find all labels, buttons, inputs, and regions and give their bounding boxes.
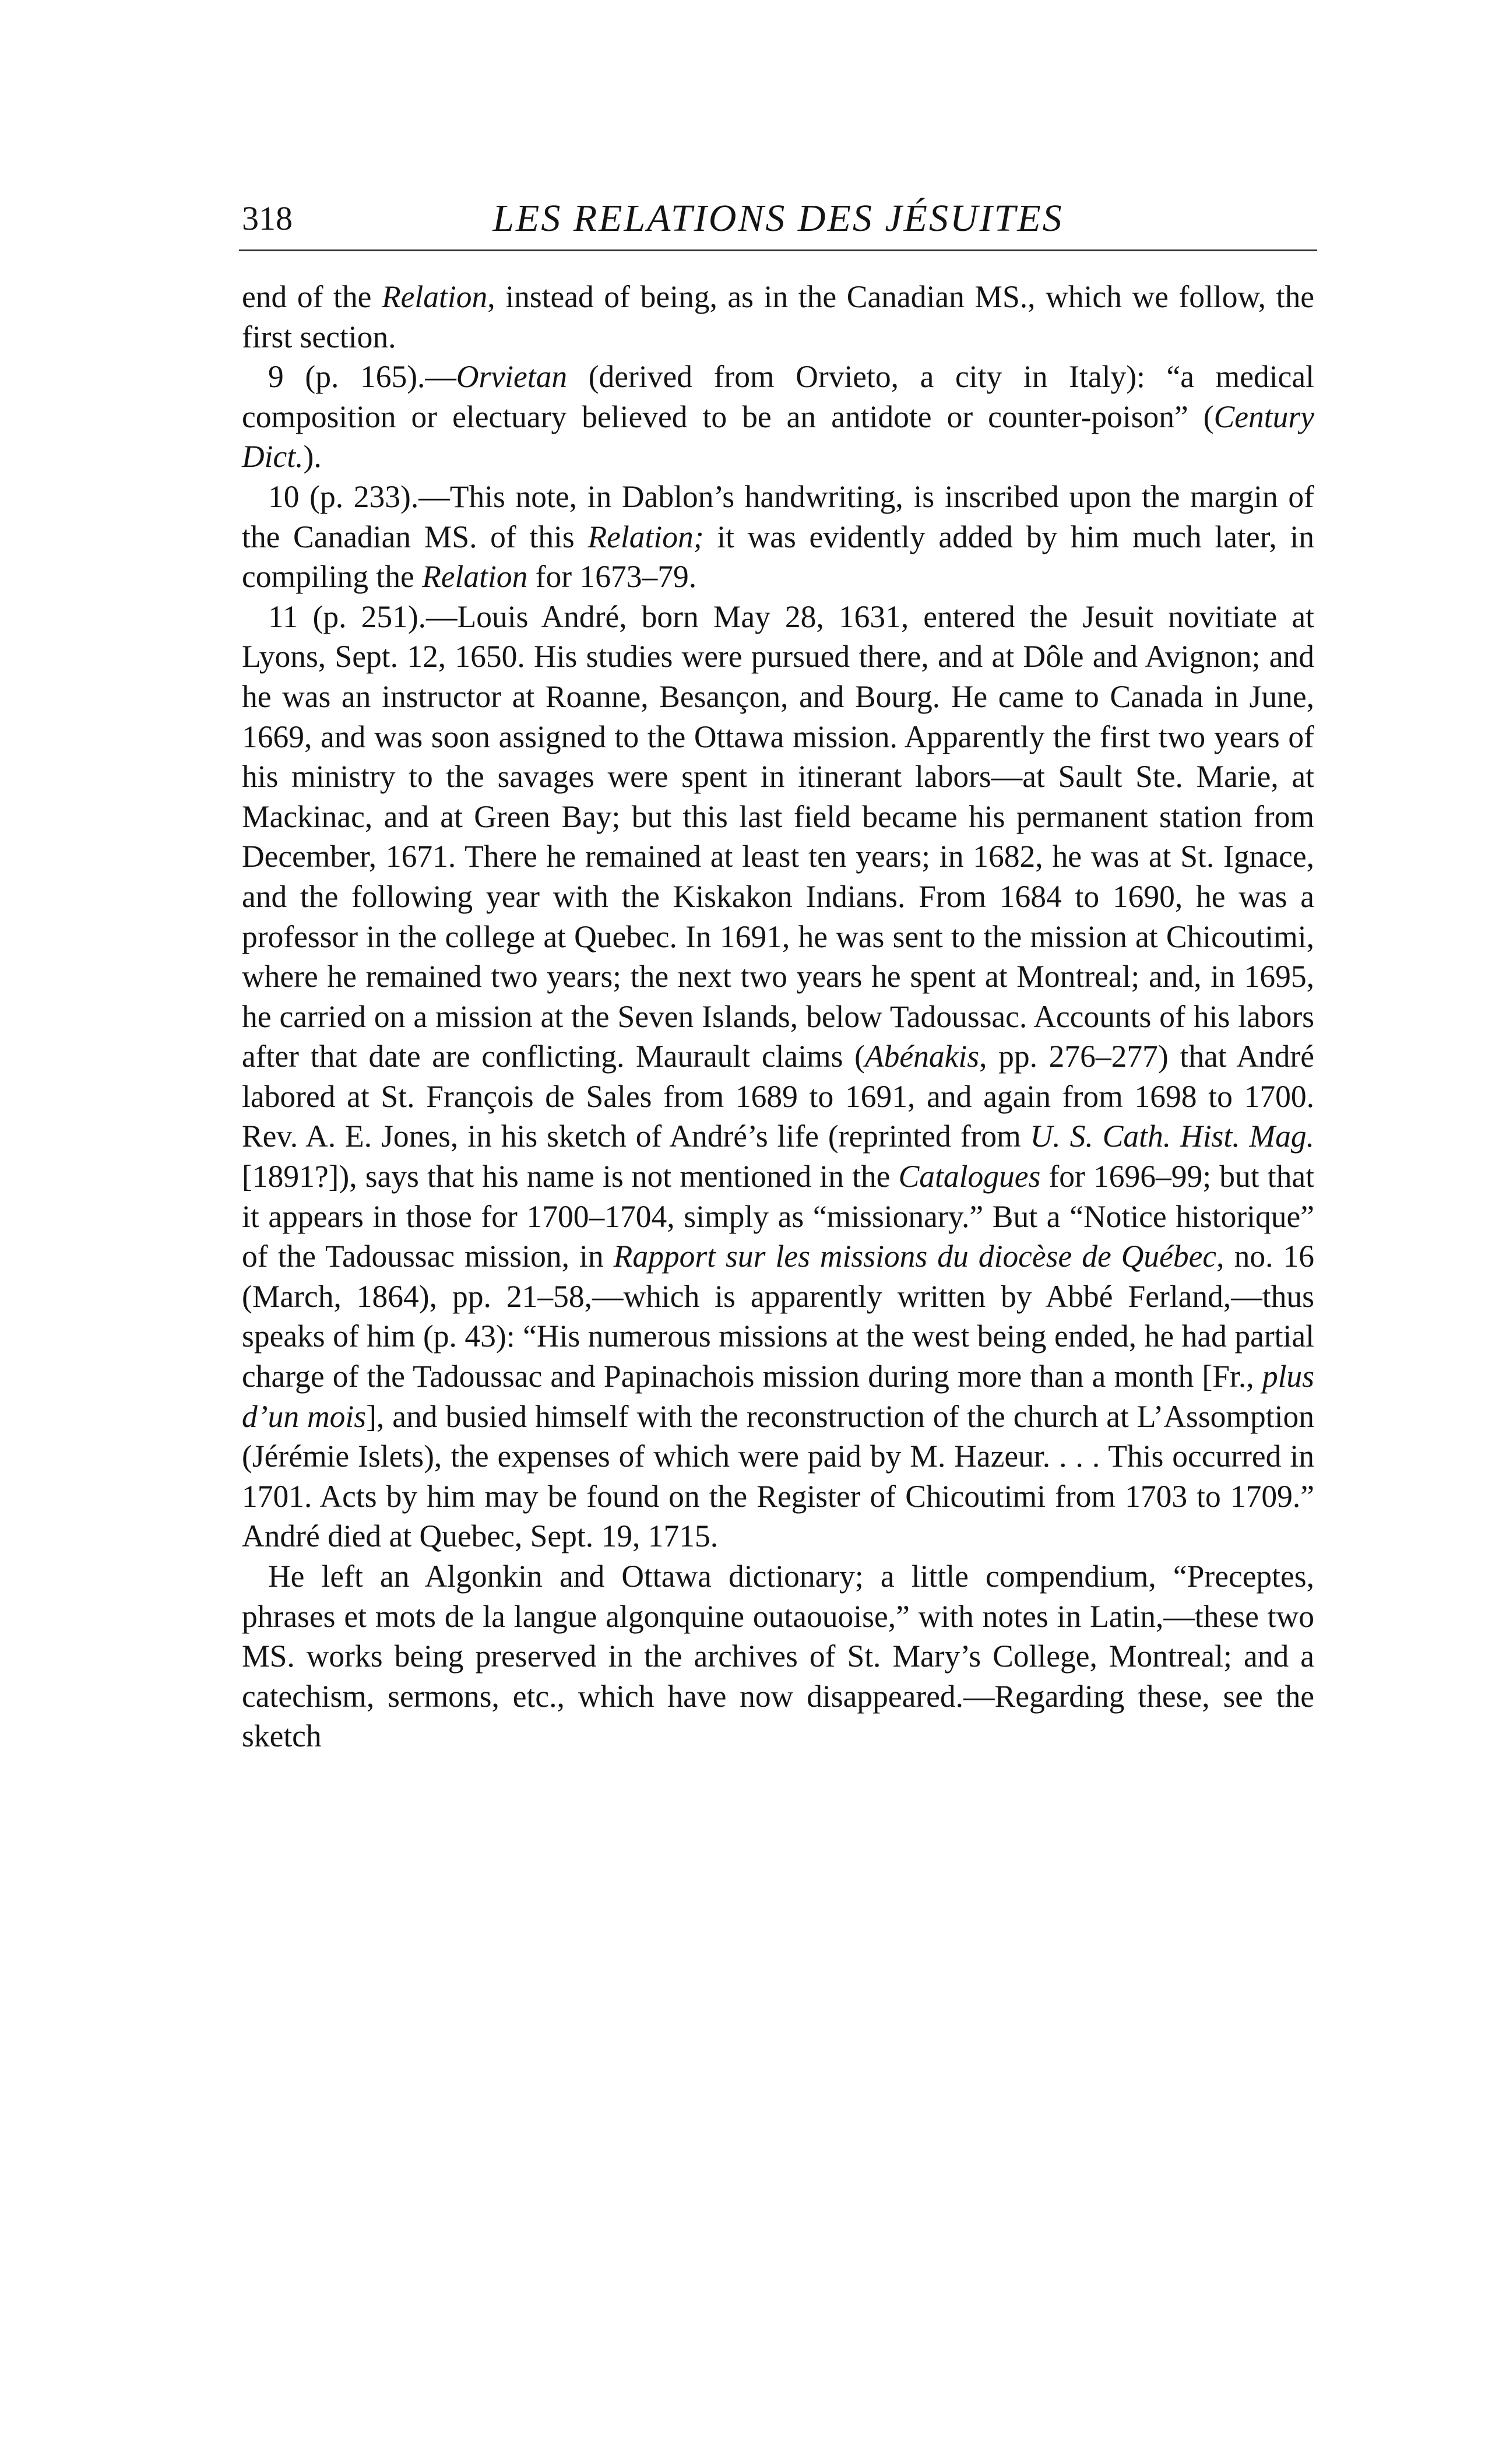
italic-text: Abénakis bbox=[864, 1039, 980, 1074]
text-run: , pp. 276–277) that André labored at St. François de Sales from 1689 to 1691, and again from 1698 to 1700. Rev. A. E. Jones, in his sketch of André’s life (reprinted from bbox=[242, 1039, 1314, 1154]
text-run: , instead of being, as in the Canadian MS., which we follow, the first section. bbox=[242, 279, 1315, 354]
paragraph-dictionary bbox=[242, 1556, 1314, 1756]
text-run: 11 (p. 251).—Louis André, born May 28, 1631, entered the Jesuit novitiate at Lyons, Sept. 12, 1650. His studies were pursued there, and at Dôle and Avignon; and he was an instructor at Roanne, Besançon, and Bourg. He came to Canada in June, 1669, and was soon assigned to the Ottawa mission. Apparently the first two years of his ministry to the savages were spent in itinerant labors—at Sault Ste. Marie, at Mackinac, and at Green Bay; but this last field became his permanent station from December, 1671. There he remained at least ten years; in 1682, he was at St. Ignace, and the following year with the Kiskakon Indians. From 1684 to 1690, he was a professor in the college at Quebec. In 1691, he was sent to the mission at Chicoutimi, where he remained two years; the next two years he spent at Montreal; and, in 1695, he carried on a mission at the Seven Islands, below Tadoussac. Accounts of his labors after that date are conflicting. Maurault claims ( bbox=[242, 599, 1314, 1074]
text-run: 9 (p. 165).— bbox=[268, 359, 456, 395]
italic-text: plus d’un mois bbox=[242, 1359, 1314, 1434]
text-run: it was evidently added by him much later, in compiling the bbox=[242, 519, 1314, 595]
text-run: ], and busied himself with the reconstruction of the church at L’Assomption (Jérémie Islets), the expenses of which were paid by M. Hazeur. . . . This occurred in 1701. Acts by him may be found on the Register of Chicoutimi from 1703 to 1709.” André died at Quebec, Sept. 19, 1715. bbox=[242, 1398, 1314, 1554]
text-run: (derived from Orvieto, a city in Italy): “a medical composition or electuary believed to be an antidote or counter-poison” ( bbox=[242, 359, 1314, 434]
italic-text: Relation bbox=[382, 279, 488, 314]
page-number: 318 bbox=[242, 199, 293, 237]
body-text bbox=[242, 277, 1314, 1756]
text-run: 10 (p. 233).—This note, in Dablon’s handwriting, is inscribed upon the margin of the Canadian MS. of this bbox=[242, 479, 1314, 554]
italic-text: Rapport sur les missions du diocèse de Québec bbox=[613, 1239, 1217, 1274]
text-run: , no. 16 (March, 1864), pp. 21–58,—which is apparently written by Abbé Ferland,—thus speaks of him (p. 43): “His numerous missions at the west being ended, he had partial charge of the Tadoussac and Papinachois mission during more than a month [Fr., bbox=[242, 1239, 1314, 1394]
italic-text: Catalogues bbox=[898, 1159, 1041, 1194]
paragraph-dictionary-text: He left an Algonkin and Ottawa dictionary; a little compendium, “Preceptes, phrases et mots de la langue algonquine outaouoise,” with notes in Latin,—these two MS. works being preserved in the archives of St. Mary’s College, Montreal; and a catechism, sermons, bbox=[242, 1559, 1314, 1714]
header-rule bbox=[239, 249, 1317, 251]
note-9 bbox=[242, 357, 1314, 477]
text-run: [1891?]), says that his name is not mentioned in the bbox=[242, 1159, 899, 1194]
text-run: for 1696–99; but that it appears in those for 1700–1704, simply as “missionary.” But a “Notice historique” of the Tadoussac mission, in bbox=[242, 1159, 1314, 1274]
note-10 bbox=[242, 477, 1314, 597]
page-header bbox=[242, 189, 1314, 248]
italic-text: U. S. Cath. Hist. Mag. bbox=[1030, 1119, 1314, 1154]
italic-text: Century Dict. bbox=[242, 399, 1314, 474]
text-run: for 1673–79. bbox=[527, 559, 697, 595]
text-run: end of the bbox=[242, 279, 382, 314]
italic-text: Orvietan bbox=[456, 359, 568, 395]
paragraph-dictionary-last-line: etc., which have now disappeared.—Regarding these, see the sketch bbox=[242, 1678, 1314, 1754]
text-run: ). bbox=[303, 439, 322, 474]
italic-text: Relation; bbox=[587, 519, 704, 554]
note-11 bbox=[242, 597, 1314, 1556]
paragraph-continuation bbox=[242, 277, 1314, 357]
italic-text: Relation bbox=[422, 559, 528, 595]
running-title: LES RELATIONS DES JÉSUITES bbox=[492, 197, 1064, 240]
